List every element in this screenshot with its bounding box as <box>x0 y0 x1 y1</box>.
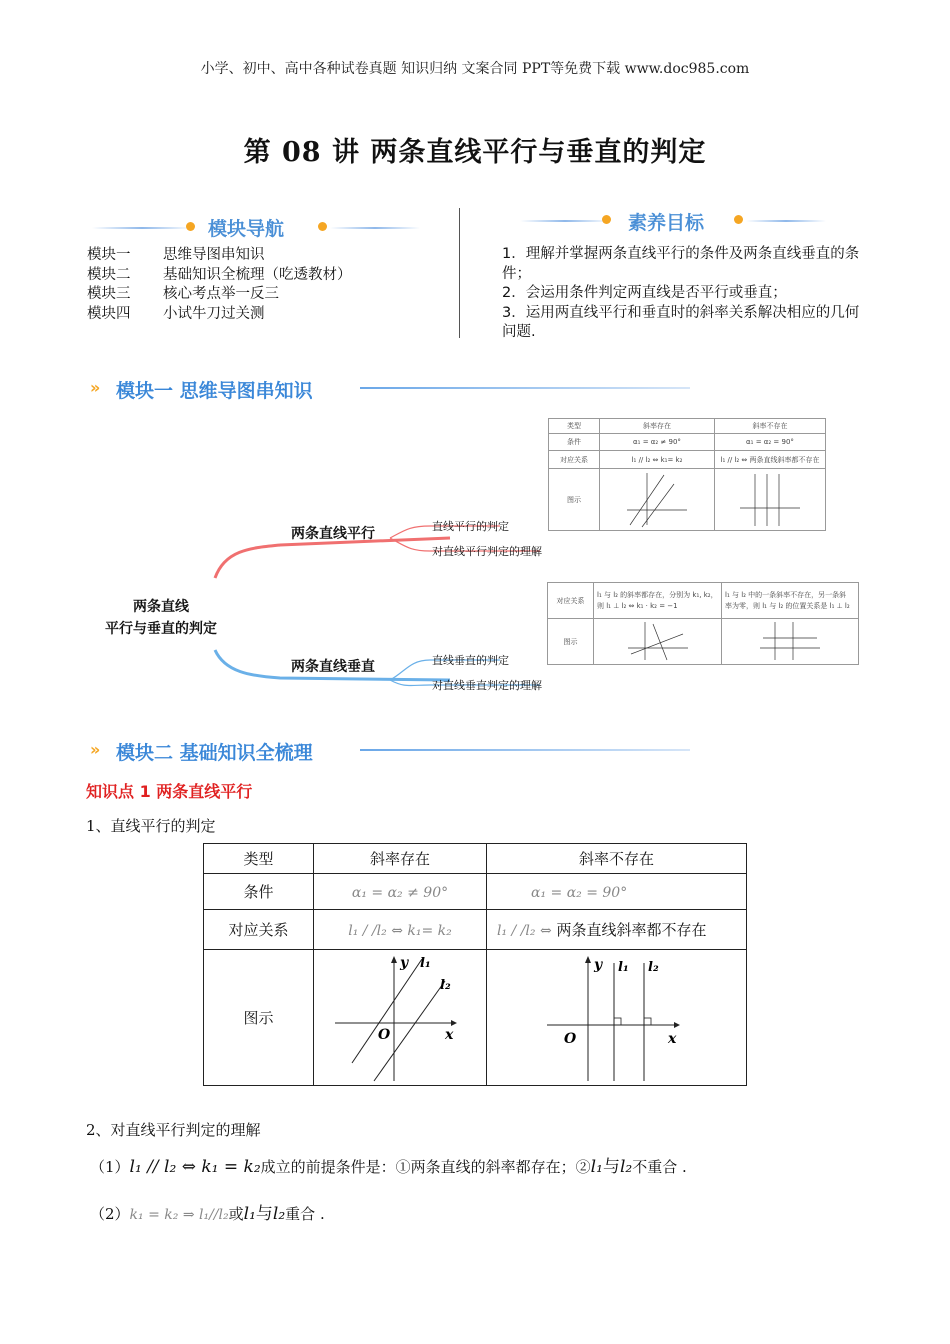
goals-line-left <box>520 220 610 222</box>
figure-parallel-slope <box>330 953 470 1083</box>
section2-icon: » <box>90 740 101 759</box>
mini-fig-parallel-slope <box>622 470 692 528</box>
svg-text:O: O <box>378 1026 391 1043</box>
item2-heading: 2、对直线平行判定的理解 <box>86 1121 261 1139</box>
goals-list <box>502 245 872 343</box>
svg-text:y: y <box>400 954 409 971</box>
mindmap-table-parallel: 类型 斜率存在 斜率不存在 条件 α₁ = α₂ ≠ 90° α₁ = α₂ = 90° 对应关系 l₁ // l₂ ⇔ k₁= k₂ l₁ // l₂ ⇔ 两条直线斜率都不存在 图示 <box>548 418 826 531</box>
parallel-table <box>203 843 747 1086</box>
para-1: （1）l₁ // l₂ ⇔ k₁ = k₂成立的前提条件是：①两条直线的斜率都存在；②l₁与l₂不重合 . <box>90 1157 687 1177</box>
section1-line <box>360 387 690 389</box>
nav-title: 模块导航 <box>208 218 285 240</box>
th-type: 类型 <box>204 844 314 874</box>
mindmap-table-perp: 对应关系 l₁ 与 l₂ 的斜率都存在，分别为 k₁, k₂， 则 l₁ ⊥ l₂ ⇔ k₁ · k₂ = −1 l₁ 与 l₂ 中的一条斜率不存在，另一条斜 率为零，则 l₁ 与 l₂ 的位置关系是 l₁ ⊥ l₂ 图示 <box>547 582 859 665</box>
mindmap-perp-sub2: 对直线垂直判定的理解 <box>432 679 542 692</box>
nav-line-right <box>330 227 420 229</box>
goals-dot-left <box>602 215 611 224</box>
item1-heading: 1、直线平行的判定 <box>86 817 216 835</box>
row-cond-label: 条件 <box>204 874 314 910</box>
module-item[interactable]: 模块一 思维导图串知识 <box>87 247 265 263</box>
goals-title: 素养目标 <box>628 212 705 234</box>
svg-text:O: O <box>563 1030 576 1047</box>
module-item[interactable]: 模块四 小试牛刀过关测 <box>87 305 265 322</box>
section1-icon: » <box>90 378 101 397</box>
svg-text:y: y <box>593 956 602 973</box>
svg-text:l₂: l₂ <box>647 959 659 975</box>
cond-exist: α₁ = α₂ ≠ 90° <box>314 874 487 910</box>
section1-heading: 模块一 思维导图串知识 <box>116 380 313 402</box>
mindmap-perp-sub1: 直线垂直的判定 <box>432 654 509 667</box>
mindmap-par-sub1: 直线平行的判定 <box>432 520 509 533</box>
mini-fig-parallel-vertical <box>735 470 805 528</box>
nav-dot-right <box>318 222 327 231</box>
mindmap-par-sub2: 对直线平行判定的理解 <box>432 545 542 558</box>
goals-dot-right <box>734 215 743 224</box>
rel-exist: l₁ / /l₂ ⇔ k₁= k₂ <box>314 910 487 950</box>
goal-item: 3．运用两直线平行和垂直时的斜率关系解决相应的几何问题. <box>502 304 860 340</box>
module-item[interactable]: 模块二 基础知识全梳理（吃透教材） <box>87 266 352 283</box>
svg-text:l₁: l₁ <box>617 959 629 975</box>
mini-fig-perp-slope <box>623 620 693 662</box>
th-exist: 斜率存在 <box>314 844 487 874</box>
mindmap-parallel: 两条直线平行 <box>291 526 375 542</box>
cond-none: α₁ = α₂ = 90° <box>487 874 747 910</box>
mindmap-root: 两条直线 平行与垂直的判定 <box>105 599 217 637</box>
fig-exist <box>314 950 487 1086</box>
goal-item: 2．会运用条件判定两直线是否平行或垂直； <box>502 285 787 301</box>
svg-text:l₂: l₂ <box>440 977 451 993</box>
rel-none: l₁ / /l₂ ⇔ 两条直线斜率都不存在 <box>487 910 747 950</box>
module-list <box>87 246 352 324</box>
row-rel-label: 对应关系 <box>204 910 314 950</box>
mini-fig-perp-axis <box>755 620 825 662</box>
goals-line-right <box>746 220 826 222</box>
nav-dot-left <box>186 222 195 231</box>
module-item[interactable]: 模块三 核心考点举一反三 <box>87 286 279 302</box>
th-none: 斜率不存在 <box>487 844 747 874</box>
svg-text:l₁: l₁ <box>420 955 431 971</box>
page-title: 第 08 讲 两条直线平行与垂直的判定 <box>243 137 707 168</box>
section2-heading: 模块二 基础知识全梳理 <box>116 742 313 764</box>
svg-text:x: x <box>667 1030 676 1047</box>
section2-line <box>360 749 690 751</box>
page-header: 小学、初中、高中各种试卷真题 知识归纳 文案合同 PPT等免费下载 www.doc985.com <box>200 61 750 77</box>
knowledge-point-1: 知识点 1 两条直线平行 <box>86 782 253 801</box>
fig-none <box>487 950 747 1086</box>
mindmap-perp: 两条直线垂直 <box>291 659 375 675</box>
nav-divider <box>459 208 460 338</box>
nav-line-left <box>92 227 192 229</box>
svg-text:x: x <box>445 1026 454 1043</box>
para-2: （2）k₁ = k₂ ⇒ l₁//l₂或l₁与l₂重合 . <box>90 1204 325 1224</box>
figure-parallel-vertical <box>542 953 692 1083</box>
row-fig-label: 图示 <box>204 950 314 1086</box>
goal-item: 1．理解并掌握两条直线平行的条件及两条直线垂直的条件； <box>502 246 860 282</box>
